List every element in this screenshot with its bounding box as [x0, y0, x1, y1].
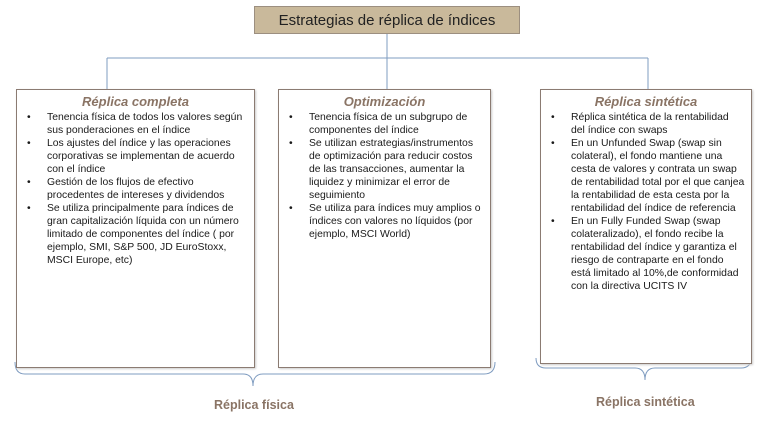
list-item: • Se utilizan estrategias/instrumentos de optimización para reducir costos de las transacciones, aumentar la liquidez y minimizar el error de seguimiento — [309, 137, 484, 202]
box-optimizacion — [278, 89, 491, 368]
list-item: • Se utiliza principalmente para índices de gran capitalización líquida con un número limitado de componentes del índice ( por ejemplo, SMI, S&P 500, JD EuroStoxx, MSCI Europe, etc) — [47, 202, 248, 267]
group-label-physical: Réplica física — [214, 398, 294, 412]
box-heading: Réplica sintética — [594, 94, 698, 109]
box-heading: Réplica completa — [82, 94, 189, 109]
box-replica-completa — [16, 89, 255, 368]
list-item: • En un Unfunded Swap (swap sin colateral), el fondo mantiene una cesta de valores y contrata un swap de rentabilidad total por el que canjea la rentabilidad de esta cesta por la rentabilidad del índice de referencia — [571, 137, 745, 215]
list-item: • Se utiliza para índices muy amplios o índices con valores no líquidos (por ejemplo, MSCI World) — [309, 202, 484, 241]
list-item: • Réplica sintética de la rentabilidad del índice con swaps — [571, 111, 745, 137]
main-title: Estrategias de réplica de índices — [254, 6, 520, 34]
box-replica-sintetica — [540, 89, 752, 364]
box-heading: Optimización — [343, 94, 426, 109]
list-item: • Tenencia física de un subgrupo de componentes del índice — [309, 111, 484, 137]
list-item: • Gestión de los flujos de efectivo procedentes de intereses y dividendos — [47, 176, 248, 202]
group-label-synthetic: Réplica sintética — [596, 395, 695, 409]
list-item: • Tenencia física de todos los valores según sus ponderaciones en el índice — [47, 111, 248, 137]
list-item: • Los ajustes del índice y las operaciones corporativas se implementan de acuerdo con el índice — [47, 137, 248, 176]
list-item: • En un Fully Funded Swap (swap colateralizado), el fondo recibe la rentabilidad del índice y garantiza el riesgo de contraparte en el fondo está limitado al 10%,de conformidad con la directiva UCITS IV — [571, 215, 745, 293]
